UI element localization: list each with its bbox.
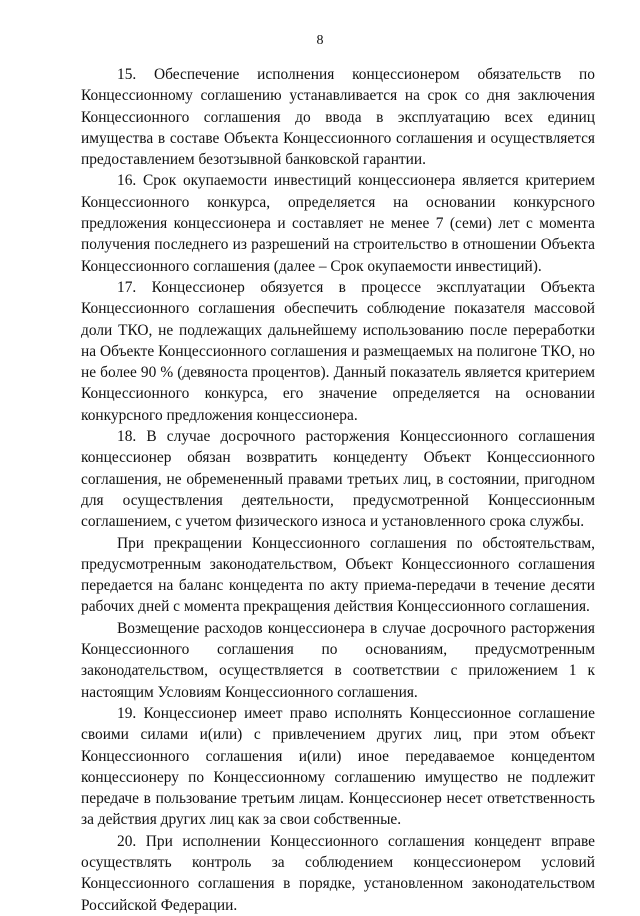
document-body	[81, 64, 595, 916]
paragraph-20: 20. При исполнении Концессионного соглашения концедент вправе осуществлять контроль за соблюдением концессионером условий Концессионного соглашения в порядке, установленном законодательством Российской Федерации.	[81, 832, 595, 914]
paragraph-17: 17. Концессионер обязуется в процессе эксплуатации Объекта Концессионного соглашения обеспечить соблюдение показателя массовой доли ТКО, не подлежащих дальнейшему использованию после переработки на Объекте Концессионного соглашения и размещаемых на полигоне ТКО, но не более 90 % (девяноста процентов). Данный показатель является критерием Концессионного конкурса, его значение определяется на основании конкурсного предложения концессионера.	[81, 278, 595, 424]
paragraph-16: 16. Срок окупаемости инвестиций концессионера является критерием Концессионного конкурса, определяется на основании конкурсного предложения концессионера и составляет не менее 7 (семи) лет с момента получения последнего из разрешений на строительство в отношении Объекта Концессионного соглашения (далее – Срок окупаемости инвестиций).	[81, 172, 595, 275]
paragraph-15: 15. Обеспечение исполнения концессионером обязательств по Концессионному соглашению устанавливается на срок со дня заключения Концессионного соглашения до ввода в эксплуатацию всех единиц имущества в составе Объекта Концессионного соглашения и осуществляется предоставлением безотзывной банковской гарантии.	[81, 66, 595, 169]
paragraph-18-termination: При прекращении Концессионного соглашения по обстоятельствам, предусмотренным законодательством, Объект Концессионного соглашения передается на баланс концедента по акту приема-передачи в течение десяти рабочих дней с момента прекращения действия Концессионного соглашения.	[81, 534, 595, 616]
paragraph-18: 18. В случае досрочного расторжения Концессионного соглашения концессионер обязан возвратить концеденту Объект Концессионного соглашения, не обремененный правами третьих лиц, в состоянии, пригодном для осуществления деятельности, предусмотренной Концессионным соглашением, с учетом физического износа и установленного срока службы.	[81, 428, 595, 531]
paragraph-18-compensation: Возмещение расходов концессионера в случае досрочного расторжения Концессионного соглашения по основаниям, предусмотренным законодательством, осуществляется в соответствии с приложением 1 к настоящим Условиям Концессионного соглашения.	[81, 619, 595, 701]
page-number: 8	[316, 33, 324, 48]
paragraph-19: 19. Концессионер имеет право исполнять Концессионное соглашение своими силами и(или) с привлечением других лиц, при этом объект Концессионного соглашения и(или) иное передаваемое концедентом концессионеру по Концессионному соглашению имущество не подлежит передаче в пользование третьим лицам. Концессионер несет ответственность за действия других лиц как за свои собственные.	[81, 704, 595, 829]
